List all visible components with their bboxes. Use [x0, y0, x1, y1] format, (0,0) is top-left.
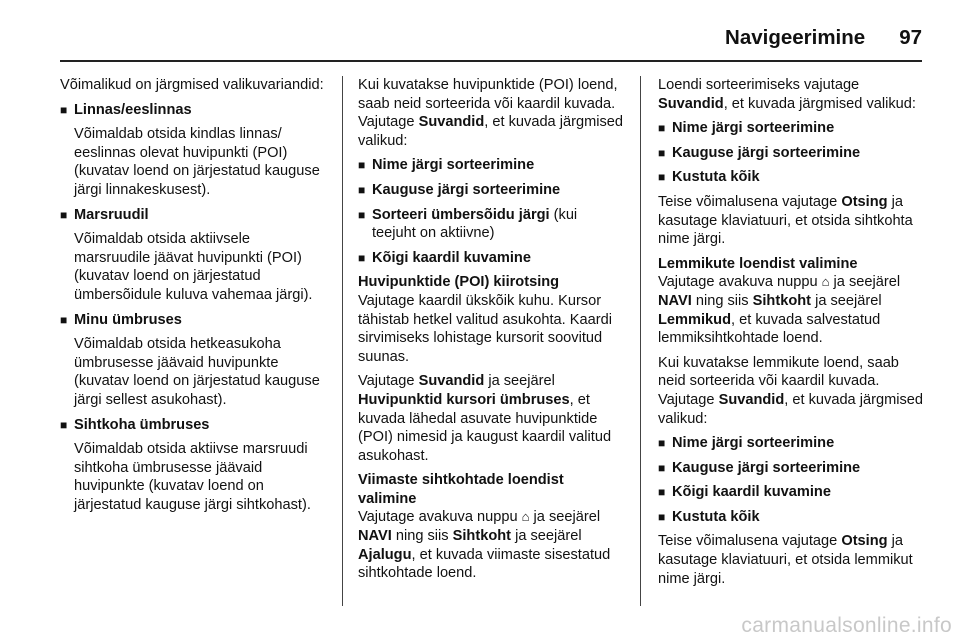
- bullet-icon: ■: [60, 417, 68, 432]
- list-item: [658, 483, 924, 502]
- option-label: Nime järgi sorteerimine: [672, 435, 835, 452]
- paragraph: Vajutage avakuva nuppu ⌂ ja seejärel NAVI ning siis Sihtkoht ja seejärel Lemmikud, et kuvada salvestatud lemmiksihtkohtade loend.: [658, 274, 901, 347]
- list-item: [658, 434, 924, 453]
- bullet-icon: ■: [658, 170, 666, 185]
- bullet-icon: ■: [358, 182, 366, 197]
- column-divider-1: [342, 76, 343, 606]
- item-desc: Võimaldab otsida aktiivsele marsruudile jäävat huvipunkti (POI) (kuvatav loend on järjestatud ümbersõidule kuluva vahemaa järgi).: [74, 231, 313, 303]
- bullet-icon: ■: [358, 207, 366, 222]
- list-item: [60, 311, 326, 330]
- list-item: [60, 416, 326, 435]
- column-2: [358, 76, 624, 589]
- bullet-icon: ■: [658, 436, 666, 451]
- list-item: [60, 101, 326, 120]
- list-item: [358, 249, 624, 268]
- item-desc: Võimaldab otsida kindlas linnas/ eeslinnas olevat huvipunkti (POI) (kuvatav loend on järjestatud kauguse järgi linnakeskusest).: [74, 126, 320, 198]
- option-label: Sorteeri ümbersõidu järgi (kui teejuht on aktiivne): [372, 206, 578, 242]
- bullet-icon: ■: [60, 207, 68, 222]
- section-heading: Lemmikute loendist valimine: [658, 255, 858, 272]
- section-heading: Huvipunktide (POI) kiirotsing: [358, 274, 560, 291]
- list-item: [658, 459, 924, 478]
- option-label: Kustuta kõik: [672, 508, 760, 525]
- bullet-icon: ■: [658, 145, 666, 160]
- paragraph: Vajutage avakuva nuppu ⌂ ja seejärel NAVI ning siis Sihtkoht ja seejärel Ajalugu, et kuvada viimaste sisestatud sihtkohtade loend.: [358, 509, 611, 582]
- section-heading: Viimaste sihtkohtade loendist valimine: [358, 472, 564, 507]
- bullet-icon: ■: [658, 121, 666, 136]
- list-item: [658, 508, 924, 527]
- item-label: Linnas/eeslinnas: [74, 101, 192, 118]
- paragraph: Teise võimalusena vajutage Otsing ja kasutage klaviatuuri, et otsida lemmikut nime järgi.: [658, 533, 913, 587]
- home-icon: ⌂: [821, 274, 830, 290]
- list-item: [60, 206, 326, 225]
- list-item: [358, 156, 624, 175]
- bullet-icon: ■: [358, 158, 366, 173]
- item-label: Marsruudil: [74, 206, 149, 223]
- item-label: Minu ümbruses: [74, 311, 182, 328]
- bullet-icon: ■: [658, 460, 666, 475]
- item-label: Sihtkoha ümbruses: [74, 416, 210, 433]
- option-label: Kõigi kaardil kuvamine: [672, 484, 831, 501]
- list-item: [658, 144, 924, 163]
- bullet-icon: ■: [658, 485, 666, 500]
- paragraph: Vajutage Suvandid ja seejärel Huvipunktid kursori ümbruses, et kuvada lähedal asuvate huvipunktide (POI) nimesid ja kaugust kaardil valitud asukohast.: [358, 373, 612, 464]
- list-item: [358, 181, 624, 200]
- option-label: Nime järgi sorteerimine: [672, 120, 835, 137]
- column-3: [658, 76, 924, 594]
- option-label: Kõigi kaardil kuvamine: [372, 249, 531, 266]
- header-rule: [60, 60, 922, 62]
- bullet-icon: ■: [358, 250, 366, 265]
- page-number: 97: [899, 26, 922, 49]
- item-desc: Võimaldab otsida aktiivse marsruudi sihtkoha ümbrusesse jäävaid huvipunkte (kuvatav loend on järjestatud kauguse järgi sihtkohast).: [74, 441, 311, 513]
- page-title: Navigeerimine: [725, 26, 866, 49]
- option-label: Kustuta kõik: [672, 169, 760, 186]
- bullet-icon: ■: [60, 312, 68, 327]
- paragraph: Vajutage kaardil ükskõik kuhu. Kursor tähistab hetkel valitud asukohta. Kaardi sirvimiseks lohistage kursorit soovitud suunas.: [358, 292, 612, 365]
- bullet-icon: ■: [658, 509, 666, 524]
- page-header: [60, 18, 922, 58]
- paragraph: Teise võimalusena vajutage Otsing ja kasutage klaviatuuri, et otsida sihtkohta nime järgi.: [658, 193, 913, 248]
- col1-intro: Võimalikud on järgmised valikuvariandid:: [60, 77, 324, 93]
- list-item: [658, 119, 924, 138]
- list-item: [658, 168, 924, 187]
- option-label: Kauguse järgi sorteerimine: [372, 181, 561, 198]
- paragraph: Kui kuvatakse lemmikute loend, saab neid sorteerida või kaardil kuvada. Vajutage Suvandid, et kuvada järgmised valikud:: [658, 354, 923, 427]
- column-divider-2: [640, 76, 641, 606]
- list-item: [358, 206, 624, 243]
- bullet-icon: ■: [60, 102, 68, 117]
- col2-intro: Kui kuvatakse huvipunktide (POI) loend, saab neid sorteerida või kaardil kuvada. Vajutage Suvandid, et kuvada järgmised valikud:: [358, 77, 623, 149]
- column-1: [60, 76, 326, 520]
- item-desc: Võimaldab otsida hetkeasukoha ümbrusesse jäävaid huvipunkte (kuvatav loend on järjestatud kauguse järgi sellest asukohast).: [74, 336, 320, 408]
- option-label: Kauguse järgi sorteerimine: [672, 459, 861, 476]
- col3-intro: Loendi sorteerimiseks vajutage Suvandid, et kuvada järgmised valikud:: [658, 77, 916, 112]
- home-icon: ⌂: [521, 509, 530, 525]
- option-label: Kauguse järgi sorteerimine: [672, 144, 861, 161]
- watermark: carmanualsonline.info: [741, 614, 952, 637]
- option-label: Nime järgi sorteerimine: [372, 157, 535, 174]
